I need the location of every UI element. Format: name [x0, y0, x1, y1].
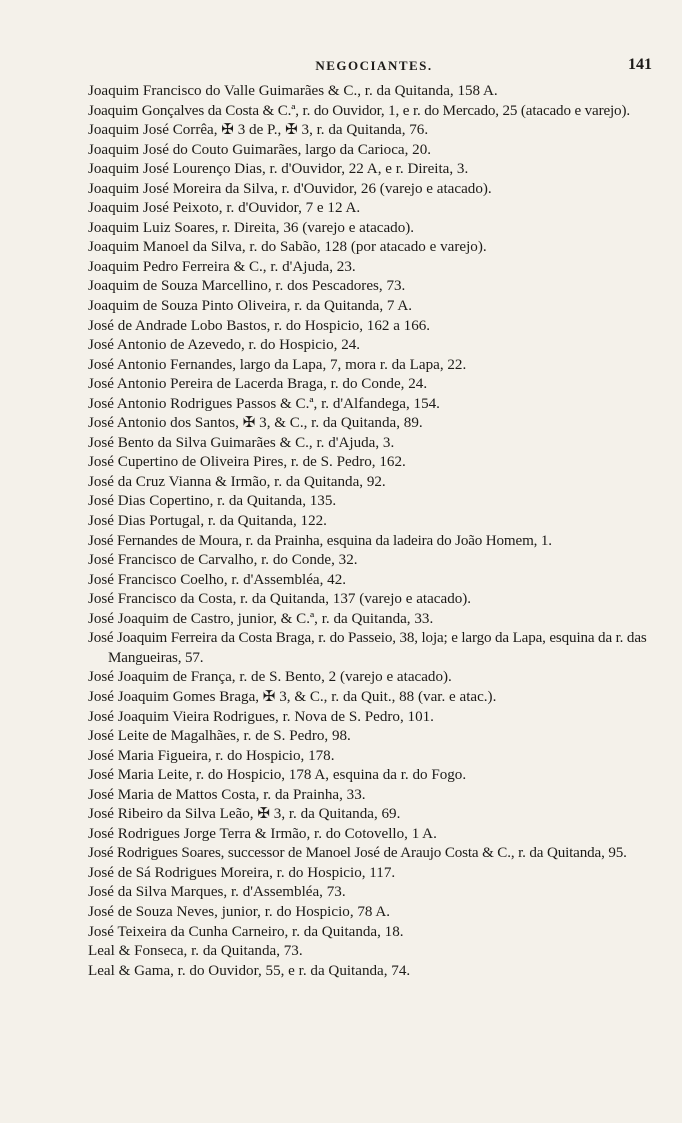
merchant-entry: José Francisco de Carvalho, r. do Conde, 32.: [88, 552, 358, 569]
merchant-entry: José Rodrigues Soares, successor de Manoel José de Araujo Costa & C., r. da Quitanda, 95.: [88, 845, 627, 862]
merchant-entry: José Joaquim de França, r. de S. Bento, 2 (varejo e atacado).: [88, 669, 452, 686]
merchant-entry: Joaquim Luiz Soares, r. Direita, 36 (varejo e atacado).: [88, 219, 415, 236]
merchant-entry: Joaquim Manoel da Silva, r. do Sabão, 128 (por atacado e varejo).: [88, 239, 487, 256]
page-header: [88, 50, 660, 80]
merchant-entry: Joaquim José do Couto Guimarães, largo da Carioca, 20.: [88, 141, 432, 158]
merchant-entry: Joaquim José Corrêa, ✠ 3 de P., ✠ 3, r. da Quitanda, 76.: [88, 122, 429, 139]
merchant-entry: José Leite de Magalhães, r. de S. Pedro, 98.: [88, 728, 351, 745]
merchant-entry: José Francisco Coelho, r. d'Assembléa, 42.: [88, 571, 347, 588]
running-head: NEGOCIANTES.: [315, 58, 433, 73]
merchant-list: [88, 82, 656, 981]
merchant-entry: Joaquim Pedro Ferreira & C., r. d'Ajuda, 23.: [88, 258, 356, 275]
merchant-entry: Joaquim José Peixoto, r. d'Ouvidor, 7 e 12 A.: [88, 200, 361, 217]
merchant-entry: José de Sá Rodrigues Moreira, r. do Hospicio, 117.: [88, 864, 396, 881]
merchant-entry: José Ribeiro da Silva Leão, ✠ 3, r. da Quitanda, 69.: [88, 806, 401, 823]
merchant-entry: José Antonio Rodrigues Passos & C.ª, r. d'Alfandega, 154.: [88, 395, 440, 412]
merchant-entry: José Joaquim Ferreira da Costa Braga, r. do Passeio, 38, loja; e largo da Lapa, esquina da r. das Mangueiras, 57.: [88, 630, 647, 666]
merchant-entry: José Antonio Fernandes, largo da Lapa, 7, mora r. da Lapa, 22.: [88, 356, 467, 373]
merchant-entry: Leal & Fonseca, r. da Quitanda, 73.: [88, 943, 303, 960]
merchant-entry: Joaquim José Lourenço Dias, r. d'Ouvidor, 22 A, e r. Direita, 3.: [88, 161, 469, 178]
merchant-entry: José Joaquim Vieira Rodrigues, r. Nova de S. Pedro, 101.: [88, 708, 434, 725]
merchant-entry: José Cupertino de Oliveira Pires, r. de S. Pedro, 162.: [88, 454, 406, 471]
merchant-entry: José de Andrade Lobo Bastos, r. do Hospicio, 162 a 166.: [88, 317, 431, 334]
merchant-entry: José Maria Leite, r. do Hospicio, 178 A, esquina da r. do Fogo.: [88, 767, 467, 784]
merchant-entry: José de Souza Neves, junior, r. do Hospicio, 78 A.: [88, 903, 391, 920]
merchant-entry: José da Cruz Vianna & Irmão, r. da Quitanda, 92.: [88, 473, 386, 490]
merchant-entry: José Teixeira da Cunha Carneiro, r. da Quitanda, 18.: [88, 923, 404, 940]
page-number: 141: [628, 56, 652, 73]
merchant-entry: José Francisco da Costa, r. da Quitanda, 137 (varejo e atacado).: [88, 591, 472, 608]
merchant-entry: José Antonio dos Santos, ✠ 3, & C., r. da Quitanda, 89.: [88, 415, 423, 432]
merchant-entry: José Joaquim de Castro, junior, & C.ª, r. da Quitanda, 33.: [88, 610, 434, 627]
merchant-entry: José da Silva Marques, r. d'Assembléa, 73.: [88, 884, 346, 901]
merchant-entry: Leal & Gama, r. do Ouvidor, 55, e r. da Quitanda, 74.: [88, 962, 411, 979]
merchant-entry: José Fernandes de Moura, r. da Prainha, esquina da ladeira do João Homem, 1.: [88, 532, 552, 549]
merchant-entry: Joaquim de Souza Pinto Oliveira, r. da Quitanda, 7 A.: [88, 298, 413, 315]
merchant-entry: José Maria Figueira, r. do Hospicio, 178.: [88, 747, 335, 764]
merchant-entry: José Maria de Mattos Costa, r. da Prainha, 33.: [88, 786, 366, 803]
merchant-entry: José Antonio Pereira de Lacerda Braga, r. do Conde, 24.: [88, 376, 428, 393]
merchant-entry: José Rodrigues Jorge Terra & Irmão, r. do Cotovello, 1 A.: [88, 825, 437, 842]
merchant-entry: José Dias Portugal, r. da Quitanda, 122.: [88, 513, 327, 530]
merchant-entry: José Dias Copertino, r. da Quitanda, 135.: [88, 493, 337, 510]
merchant-entry: José Joaquim Gomes Braga, ✠ 3, & C., r. da Quit., 88 (var. e atac.).: [88, 688, 497, 705]
merchant-entry: Joaquim José Moreira da Silva, r. d'Ouvidor, 26 (varejo e atacado).: [88, 180, 492, 197]
merchant-entry: Joaquim de Souza Marcellino, r. dos Pescadores, 73.: [88, 278, 406, 295]
merchant-entry: José Antonio de Azevedo, r. do Hospicio, 24.: [88, 337, 361, 354]
merchant-entry: Joaquim Francisco do Valle Guimarães & C., r. da Quitanda, 158 A.: [88, 83, 498, 99]
merchant-entry: José Bento da Silva Guimarães & C., r. d'Ajuda, 3.: [88, 434, 395, 451]
merchant-entry: Joaquim Gonçalves da Costa & C.ª, r. do Ouvidor, 1, e r. do Mercado, 25 (atacado e varejo).: [88, 102, 630, 119]
